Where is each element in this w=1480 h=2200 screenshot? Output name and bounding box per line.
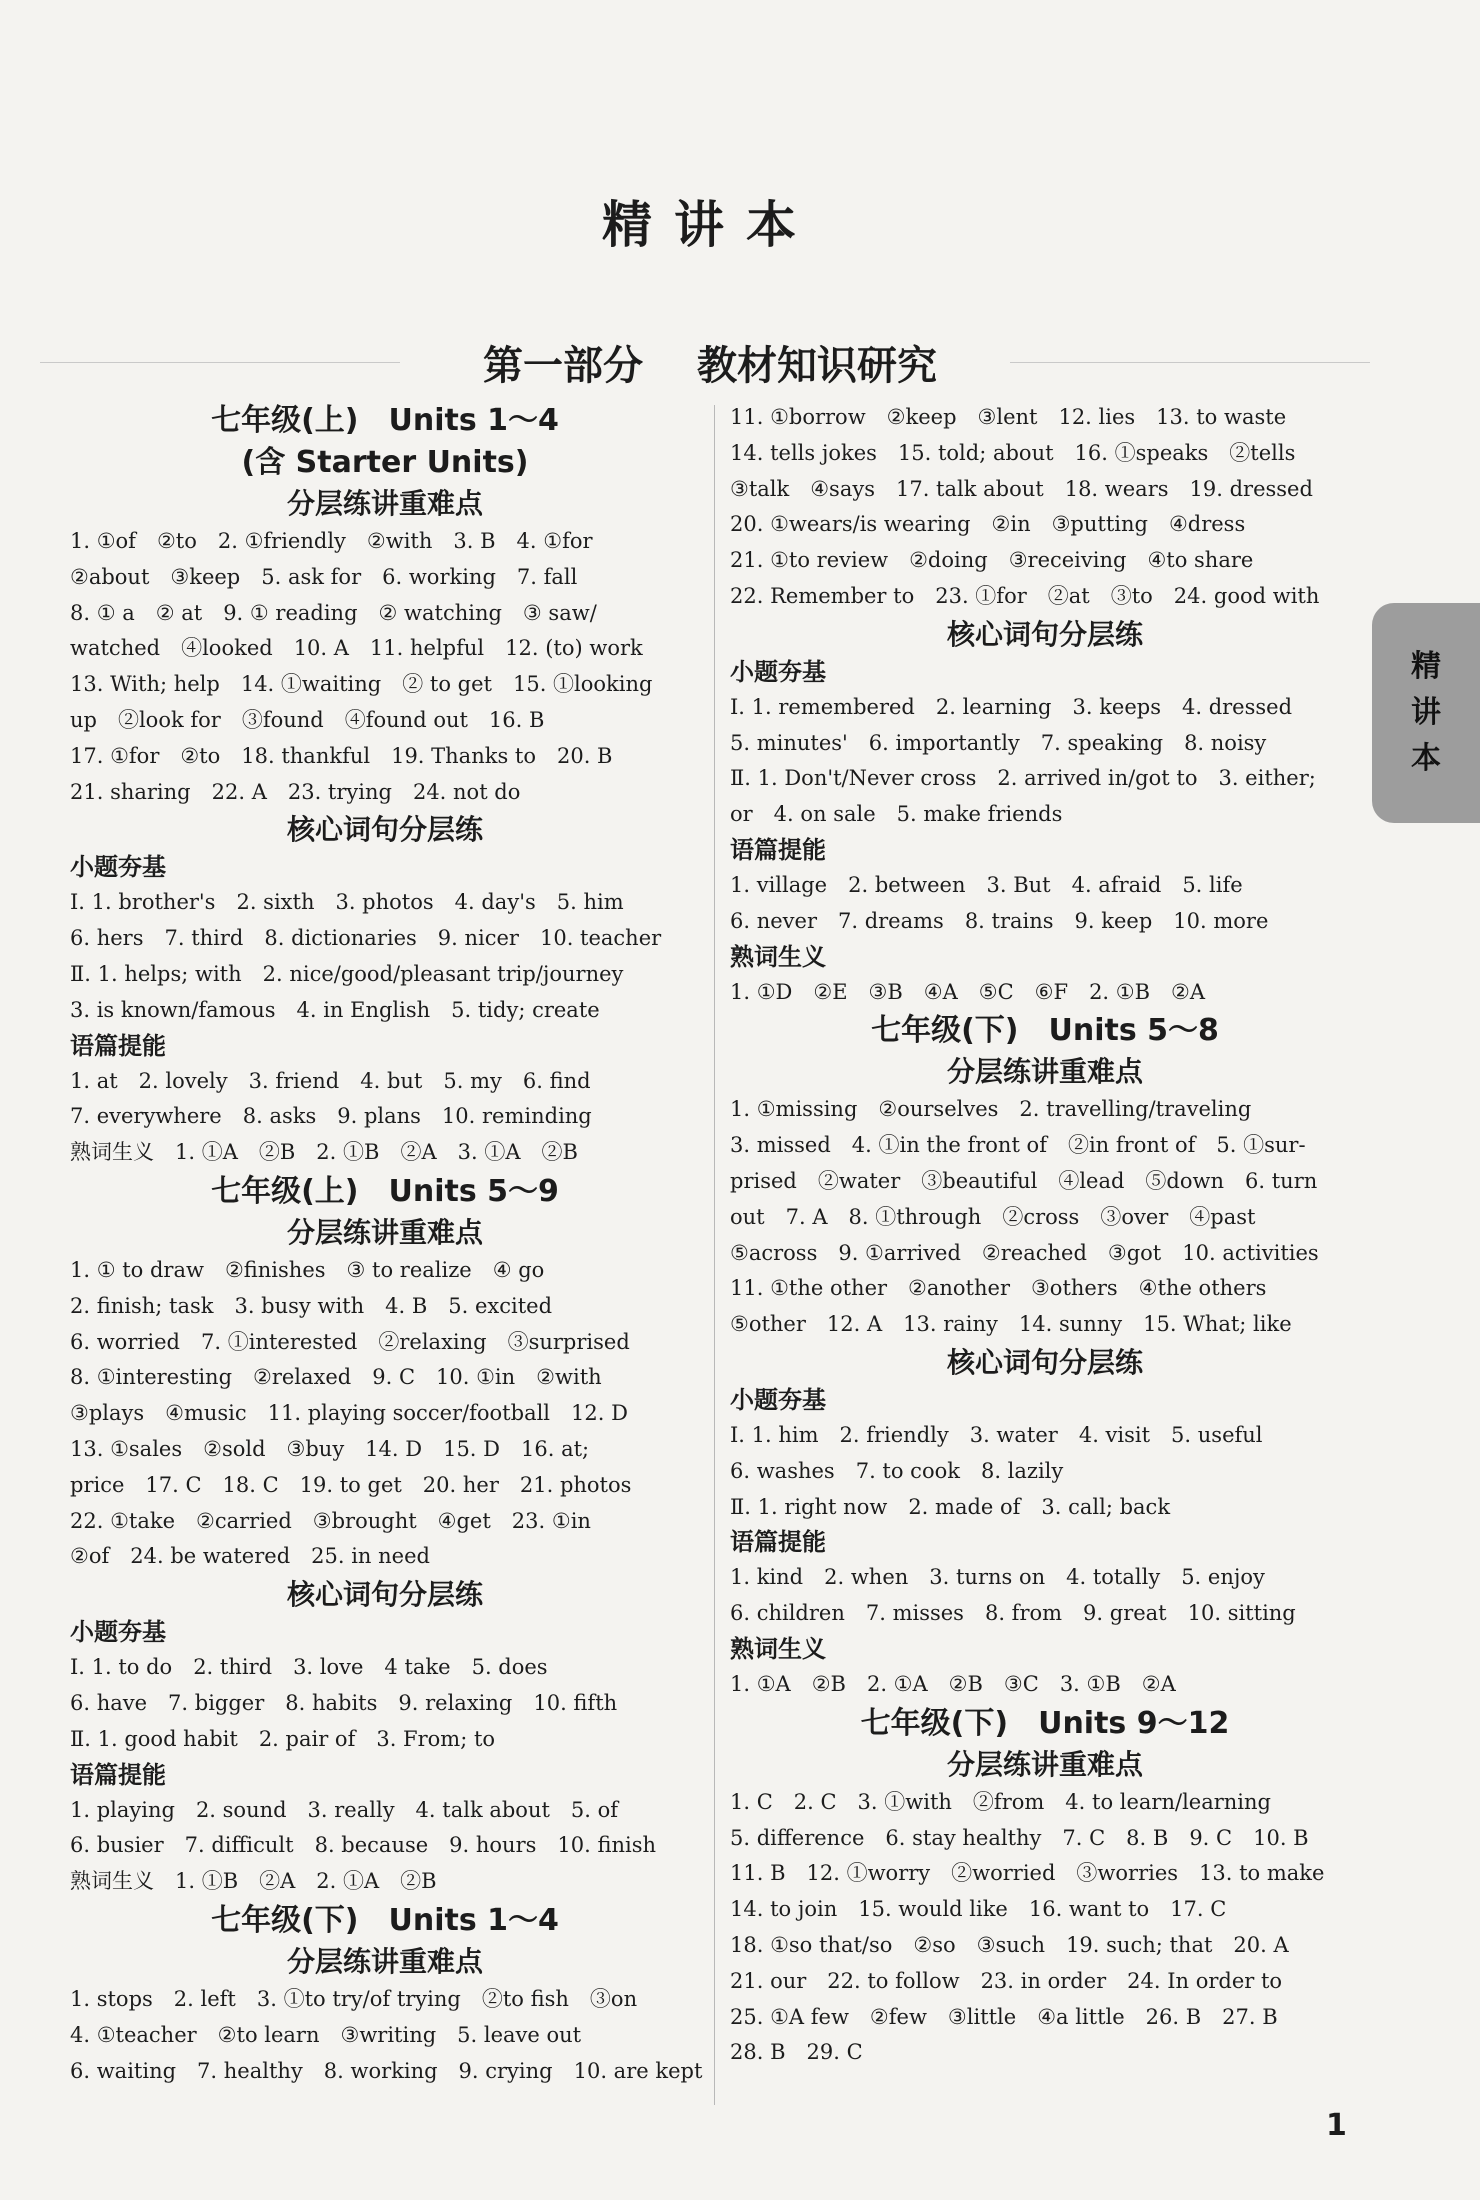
answer-line: 13. ①sales ②sold ③buy 14. D 15. D 16. at;: [70, 1436, 590, 1461]
answer-line: prised ②water ③beautiful ④lead ⑤down 6. turn: [730, 1168, 1318, 1193]
answer-line: 22. ①take ②carried ③brought ④get 23. ①in: [70, 1508, 591, 1533]
answer-line: ②of 24. be watered 25. in need: [70, 1544, 430, 1569]
answer-line: price 17. C 18. C 19. to get 20. her 21. photos: [70, 1472, 632, 1497]
answer-line: 21. our 22. to follow 23. in order 24. In order to: [730, 1968, 1283, 1993]
exercise-label: 语篇提能: [70, 1760, 166, 1789]
exercise-label: 语篇提能: [70, 1031, 166, 1060]
answer-line: 3. is known/famous 4. in English 5. tidy; create: [70, 997, 600, 1022]
answer-line: 17. ①for ②to 18. thankful 19. Thanks to 20. B: [70, 743, 613, 768]
answer-line: watched ④looked 10. A 11. helpful 12. (to) work: [70, 636, 643, 661]
answer-line: 1. ① to draw ②finishes ③ to realize ④ go: [70, 1257, 545, 1282]
answer-line: Ⅰ. 1. remembered 2. learning 3. keeps 4. dressed: [730, 694, 1293, 719]
answer-line: or 4. on sale 5. make friends: [730, 802, 1063, 827]
answer-line: 1. C 2. C 3. ①with ②from 4. to learn/learning: [730, 1789, 1271, 1814]
answer-line: Ⅱ. 1. Don't/Never cross 2. arrived in/got to 3. either;: [730, 766, 1316, 791]
unit-heading: 七年级(上) Units 1～4: [211, 403, 559, 438]
part-name: 教材知识研究: [696, 343, 937, 389]
answer-line: 8. ①interesting ②relaxed 9. C 10. ①in ②with: [70, 1365, 602, 1390]
answer-line: 1. at 2. lovely 3. friend 4. but 5. my 6. find: [70, 1068, 591, 1093]
answer-line: 6. never 7. dreams 8. trains 9. keep 10. more: [730, 908, 1269, 933]
answer-line: 1. kind 2. when 3. turns on 4. totally 5. enjoy: [730, 1565, 1265, 1590]
section-heading: 核心词句分层练: [946, 1345, 1143, 1379]
answer-line: 6. worried 7. ①interested ②relaxing ③surprised: [70, 1329, 630, 1354]
answer-line: 11. ①borrow ②keep ③lent 12. lies 13. to waste: [730, 405, 1287, 429]
section-heading: 分层练讲重难点: [286, 1215, 483, 1249]
answer-line: 25. ①A few ②few ③little ④a little 26. B 27. B: [730, 2004, 1278, 2029]
section-heading: 分层练讲重难点: [286, 487, 483, 520]
section-heading: 核心词句分层练: [286, 813, 483, 847]
answer-line: 1. playing 2. sound 3. really 4. talk about 5. of: [70, 1797, 619, 1822]
answer-line: Ⅰ. 1. him 2. friendly 3. water 4. visit 5. useful: [730, 1422, 1263, 1447]
section-heading: 分层练讲重难点: [286, 1944, 483, 1978]
unit-heading: 七年级(上) Units 5～9: [211, 1173, 559, 1209]
answer-line: 5. minutes' 6. importantly 7. speaking 8. noisy: [730, 730, 1267, 755]
answer-line: 21. ①to review ②doing ③receiving ④to share: [730, 548, 1254, 573]
section-heading: 核心词句分层练: [946, 617, 1143, 651]
exercise-label: 语篇提能: [730, 1528, 826, 1557]
answer-line: 2. finish; task 3. busy with 4. B 5. excited: [70, 1293, 553, 1318]
left-column: [70, 400, 703, 2089]
page-number: 1: [1326, 2108, 1347, 2143]
answer-line: 5. difference 6. stay healthy 7. C 8. B 9. C 10. B: [730, 1825, 1309, 1850]
answer-line: 18. ①so that/so ②so ③such 19. such; that 20. A: [730, 1932, 1289, 1957]
answer-line: 14. tells jokes 15. told; about 16. ①speaks ②tells: [730, 440, 1296, 465]
right-column: [730, 400, 1360, 2071]
answer-line: 6. washes 7. to cook 8. lazily: [730, 1458, 1064, 1483]
answer-line: 6. have 7. bigger 8. habits 9. relaxing 10. fifth: [70, 1690, 618, 1715]
answer-line: Ⅱ. 1. helps; with 2. nice/good/pleasant trip/journey: [70, 961, 624, 986]
answer-line: 4. ①teacher ②to learn ③writing 5. leave out: [70, 2022, 582, 2047]
unit-heading: (含 Starter Units): [241, 445, 529, 480]
unit-heading: 七年级(下) Units 9～12: [860, 1705, 1230, 1741]
section-heading: 分层练讲重难点: [946, 1055, 1143, 1089]
answer-line: Ⅱ. 1. right now 2. made of 3. call; back: [730, 1494, 1171, 1519]
answer-line: ⑤other 12. A 13. rainy 14. sunny 15. What; like: [730, 1312, 1292, 1337]
side-tab-char: 精: [1411, 649, 1441, 684]
answer-line: 22. Remember to 23. ①for ②at ③to 24. good with: [730, 583, 1320, 608]
answer-line: 1. ①of ②to 2. ①friendly ②with 3. B 4. ①for: [70, 529, 593, 553]
side-tab: [1372, 603, 1480, 823]
answer-line: 熟词生义 1. ①B ②A 2. ①A ②B: [70, 1869, 437, 1894]
exercise-label: 语篇提能: [730, 835, 826, 864]
answer-line: out 7. A 8. ①through ②cross ③over ④past: [730, 1204, 1256, 1229]
answer-line: 14. to join 15. would like 16. want to 17. C: [730, 1897, 1227, 1922]
exercise-label: 熟词生义: [730, 942, 826, 971]
answer-line: 28. B 29. C: [730, 2040, 863, 2065]
section-heading: 核心词句分层练: [286, 1578, 483, 1612]
answer-line: 1. ①D ②E ③B ④A ⑤C ⑥F 2. ①B ②A: [730, 979, 1206, 1004]
answer-line: 11. B 12. ①worry ②worried ③worries 13. to make: [730, 1861, 1325, 1886]
answer-line: 熟词生义 1. ①A ②B 2. ①B ②A 3. ①A ②B: [70, 1140, 578, 1165]
exercise-label: 小题夯基: [730, 657, 826, 686]
page-title: 精讲本: [602, 196, 818, 254]
answer-line: Ⅰ. 1. to do 2. third 3. love 4 take 5. does: [70, 1655, 548, 1680]
answer-line: 1. ①A ②B 2. ①A ②B ③C 3. ①B ②A: [730, 1671, 1176, 1696]
answer-line: 13. With; help 14. ①waiting ② to get 15. ①looking: [70, 672, 653, 697]
answer-line: 6. children 7. misses 8. from 9. great 10. sitting: [730, 1601, 1296, 1626]
side-tab-char: 讲: [1411, 695, 1441, 730]
answer-line: ⑤across 9. ①arrived ②reached ③got 10. activities: [730, 1240, 1319, 1265]
answer-line: 21. sharing 22. A 23. trying 24. not do: [70, 779, 521, 804]
answer-line: 6. hers 7. third 8. dictionaries 9. nicer 10. teacher: [70, 926, 662, 951]
answer-line: 1. ①missing ②ourselves 2. travelling/traveling: [730, 1097, 1252, 1122]
exercise-label: 小题夯基: [70, 853, 166, 882]
part-number: 第一部分: [483, 343, 644, 389]
column-divider: [714, 405, 715, 2105]
unit-heading: 七年级(下) Units 1～4: [211, 1902, 559, 1938]
answer-line: 6. waiting 7. healthy 8. working 9. crying 10. are kept: [70, 2058, 703, 2083]
exercise-label: 小题夯基: [70, 1618, 166, 1647]
exercise-label: 熟词生义: [730, 1634, 826, 1663]
answer-line: ③talk ④says 17. talk about 18. wears 19. dressed: [730, 476, 1313, 501]
answer-line: ③plays ④music 11. playing soccer/football 12. D: [70, 1401, 628, 1426]
answer-line: 20. ①wears/is wearing ②in ③putting ④dress: [730, 512, 1246, 537]
answer-line: Ⅱ. 1. good habit 2. pair of 3. From; to: [70, 1726, 496, 1751]
answer-line: 11. ①the other ②another ③others ④the others: [730, 1276, 1267, 1301]
answer-line: 1. stops 2. left 3. ①to try/of trying ②to fish ③on: [70, 1986, 638, 2011]
answer-line: 1. village 2. between 3. But 4. afraid 5. life: [730, 872, 1243, 897]
side-tab-char: 本: [1411, 741, 1441, 776]
answer-line: Ⅰ. 1. brother's 2. sixth 3. photos 4. day's 5. him: [70, 890, 624, 915]
answer-line: 8. ① a ② at 9. ① reading ② watching ③ saw/: [70, 600, 597, 625]
title-rule-right: [1010, 362, 1370, 363]
answer-line: 3. missed 4. ①in the front of ②in front of 5. ①sur-: [730, 1133, 1306, 1158]
answer-line: up ②look for ③found ④found out 16. B: [70, 707, 545, 732]
answer-line: 6. busier 7. difficult 8. because 9. hours 10. finish: [70, 1833, 657, 1858]
unit-heading: 七年级(下) Units 5～8: [871, 1013, 1219, 1049]
answer-line: 7. everywhere 8. asks 9. plans 10. reminding: [70, 1104, 592, 1129]
section-heading: 分层练讲重难点: [946, 1747, 1143, 1781]
exercise-label: 小题夯基: [730, 1385, 826, 1414]
answer-line: ②about ③keep 5. ask for 6. working 7. fall: [70, 564, 578, 589]
